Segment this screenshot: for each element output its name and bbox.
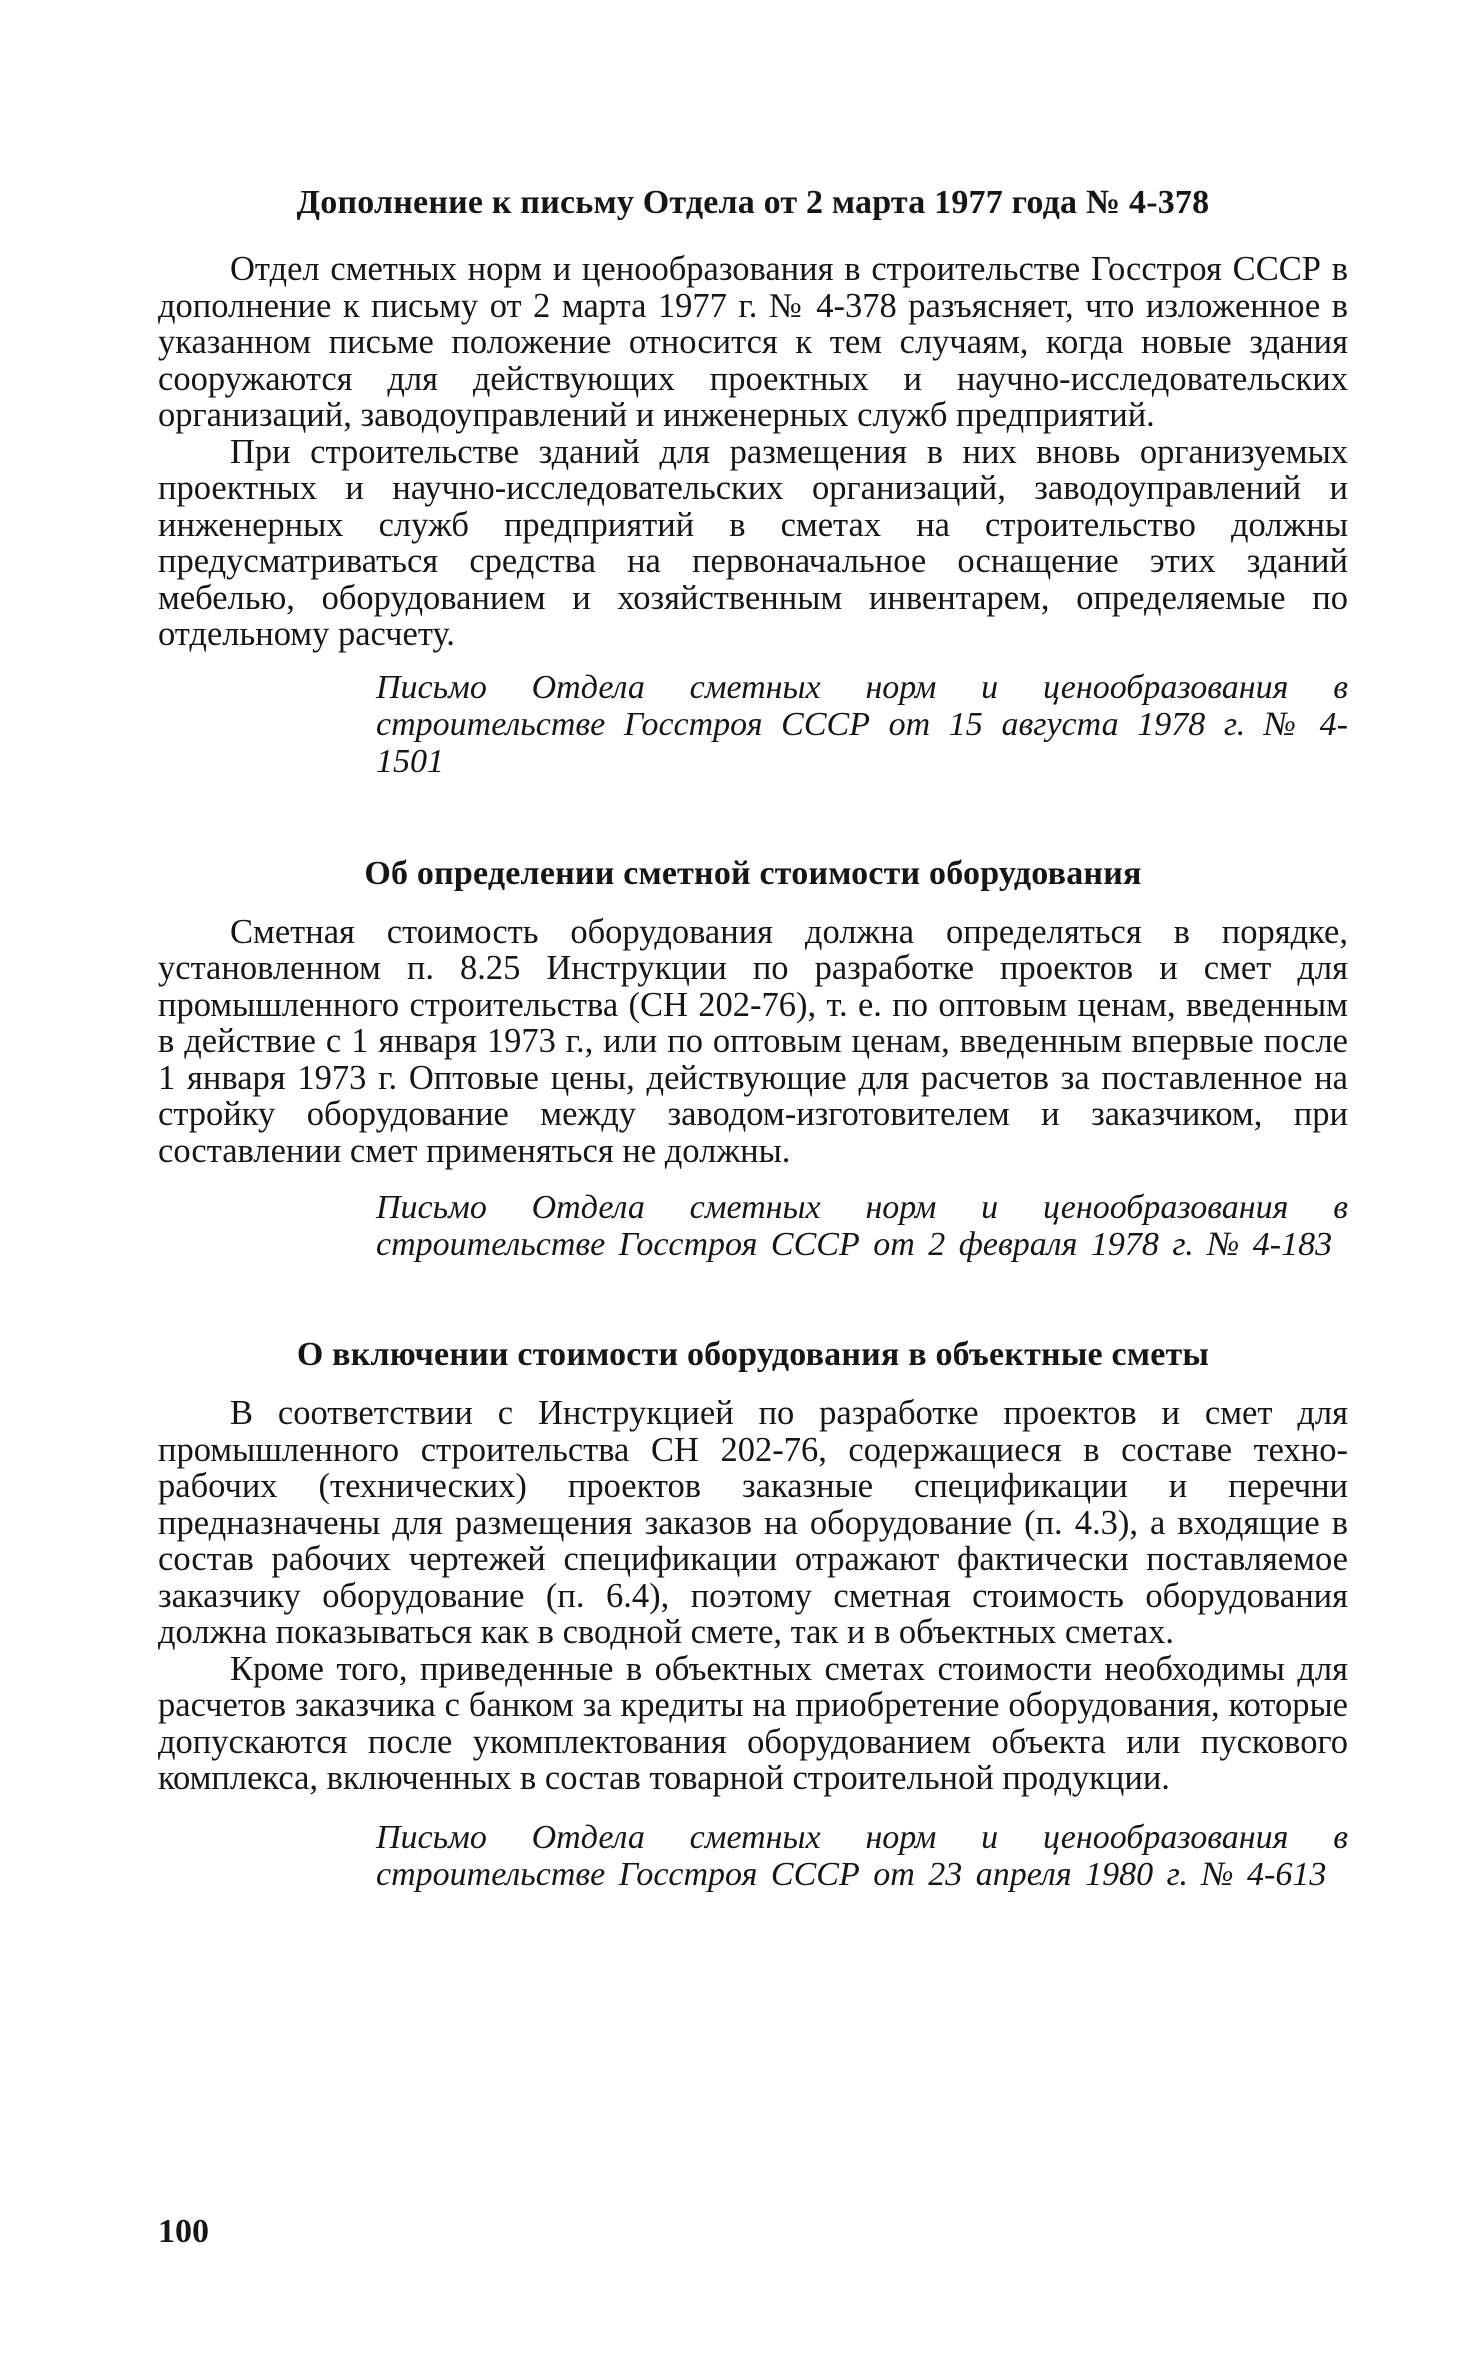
source-signature: Письмо Отдела сметных норм и ценообразования в строительстве Госстроя СССР от 2 февраля 1978 г. № 4-183: [376, 1189, 1348, 1263]
section-heading: Об определении сметной стоимости оборудования: [364, 854, 1142, 892]
page-content: [158, 0, 1348, 2362]
body-paragraph: При строительстве зданий для размещения в них вновь организуемых проектных и научно-исследовательских организаций, заводоуправлений и инженерных служб предприятий в сметах на строительство должны предусматриваться средства на первоначальное оснащение этих зданий мебелью, оборудованием и хозяйственным инвентарем, определяемые по отдельному расчету.: [158, 432, 1348, 653]
section-heading: Дополнение к письму Отдела от 2 марта 1977 года № 4-378: [296, 184, 1210, 221]
source-signature: Письмо Отдела сметных норм и ценообразования в строительстве Госстроя СССР от 15 августа 1978 г. № 4-1501: [376, 668, 1348, 780]
section-addendum-letter: [158, 183, 1348, 780]
body-paragraph: В соответствии с Инструкцией по разработке проектов и смет для промышленного строительства СН 202-76, содержащиеся в составе техно-рабочих (технических) проектов заказные спецификации и перечни предназначены для размещения заказов на оборудование (п. 4.3), а входящие в состав рабочих чертежей спецификации отражают фактически поставляемое заказчику оборудование (п. 6.4), поэтому сметная стоимость оборудования должна показываться как в сводной смете, так и в объектных сметах.: [158, 1394, 1348, 1651]
section-object-estimates: [158, 1335, 1348, 1893]
section-heading: О включении стоимости оборудования в объектные сметы: [296, 1336, 1210, 1373]
page-number: 100: [158, 2213, 209, 2250]
section-equipment-estimate: [158, 854, 1348, 1264]
body-paragraph: Сметная стоимость оборудования должна определяться в порядке, установленном п. 8.25 Инструкции по разработке проектов и смет для промышленного строительства (СН 202-76), т. е. по оптовым ценам, введенным в действие с 1 января 1973 г., или по оптовым ценам, введенным впервые после 1 января 1973 г. Оптовые цены, действующие для расчетов за поставленное на стройку оборудование между заводом-изготовителем и заказчиком, при составлении смет применяться не должны.: [158, 912, 1348, 1170]
source-signature: Письмо Отдела сметных норм и ценообразования в строительстве Госстроя СССР от 23 апреля 1980 г. № 4-613: [376, 1818, 1348, 1893]
body-paragraph: Отдел сметных норм и ценообразования в строительстве Госстроя СССР в дополнение к письму от 2 марта 1977 г. № 4-378 разъясняет, что изложенное в указанном письме положение относится к тем случаям, когда новые здания сооружаются для действующих проектных и научно-исследовательских организаций, заводоуправлений и инженерных служб предприятий.: [158, 250, 1348, 434]
body-paragraph: Кроме того, приведенные в объектных сметах стоимости необходимы для расчетов заказчика с банком за кредиты на приобретение оборудования, которые допускаются после укомплектования оборудованием объекта или пускового комплекса, включенных в состав товарной строительной продукции.: [158, 1649, 1348, 1797]
